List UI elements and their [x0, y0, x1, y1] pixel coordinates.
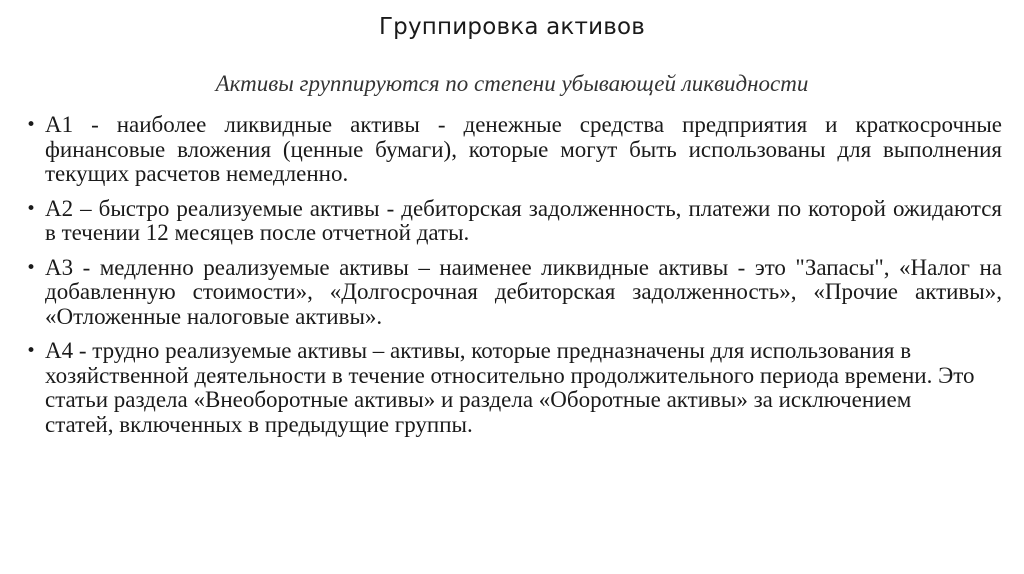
bullet-item-a2 — [26, 197, 1002, 246]
bullet-marker-icon: • — [26, 341, 37, 361]
bullet-text: А4 - трудно реализуемые активы – активы, которые предназначены для использования в хозяйственной деятельности в течение относительно продолжительного периода времени. Это статьи раздела «Внеоборотные активы» и раздела «Оборотные активы» за исключением статей, включенных в предыдущие группы. — [45, 338, 975, 437]
bullet-list — [26, 113, 1002, 447]
slide-subtitle: Активы группируются по степени убывающей ликвидности — [215, 71, 809, 96]
bullet-item-a1 — [26, 113, 1002, 187]
slide-title: Группировка активов — [378, 14, 646, 40]
bullet-item-a3 — [26, 256, 1002, 330]
bullet-text: А2 – быстро реализуемые активы - дебиторская задолженность, платежи по которой ожидаются в течении 12 месяцев после отчетной даты. — [45, 195, 1002, 245]
bullet-text: А3 - медленно реализуемые активы – наименее ликвидные активы - это "Запасы", «Налог на добавленную стоимости», «Долгосрочная дебиторская задолженность», «Прочие активы», «Отложенные налоговые активы». — [45, 254, 1002, 329]
bullet-marker-icon: • — [26, 257, 37, 278]
bullet-item-a4 — [26, 339, 1002, 437]
bullet-marker-icon: • — [26, 115, 37, 135]
bullet-text: А1 - наиболее ликвидные активы - денежные средства предприятия и краткосрочные финансовые вложения (ценные бумаги), которые могут быть использованы для выполнения текущих расчетов немедленно. — [45, 112, 1002, 186]
bullet-marker-icon: • — [26, 198, 37, 219]
